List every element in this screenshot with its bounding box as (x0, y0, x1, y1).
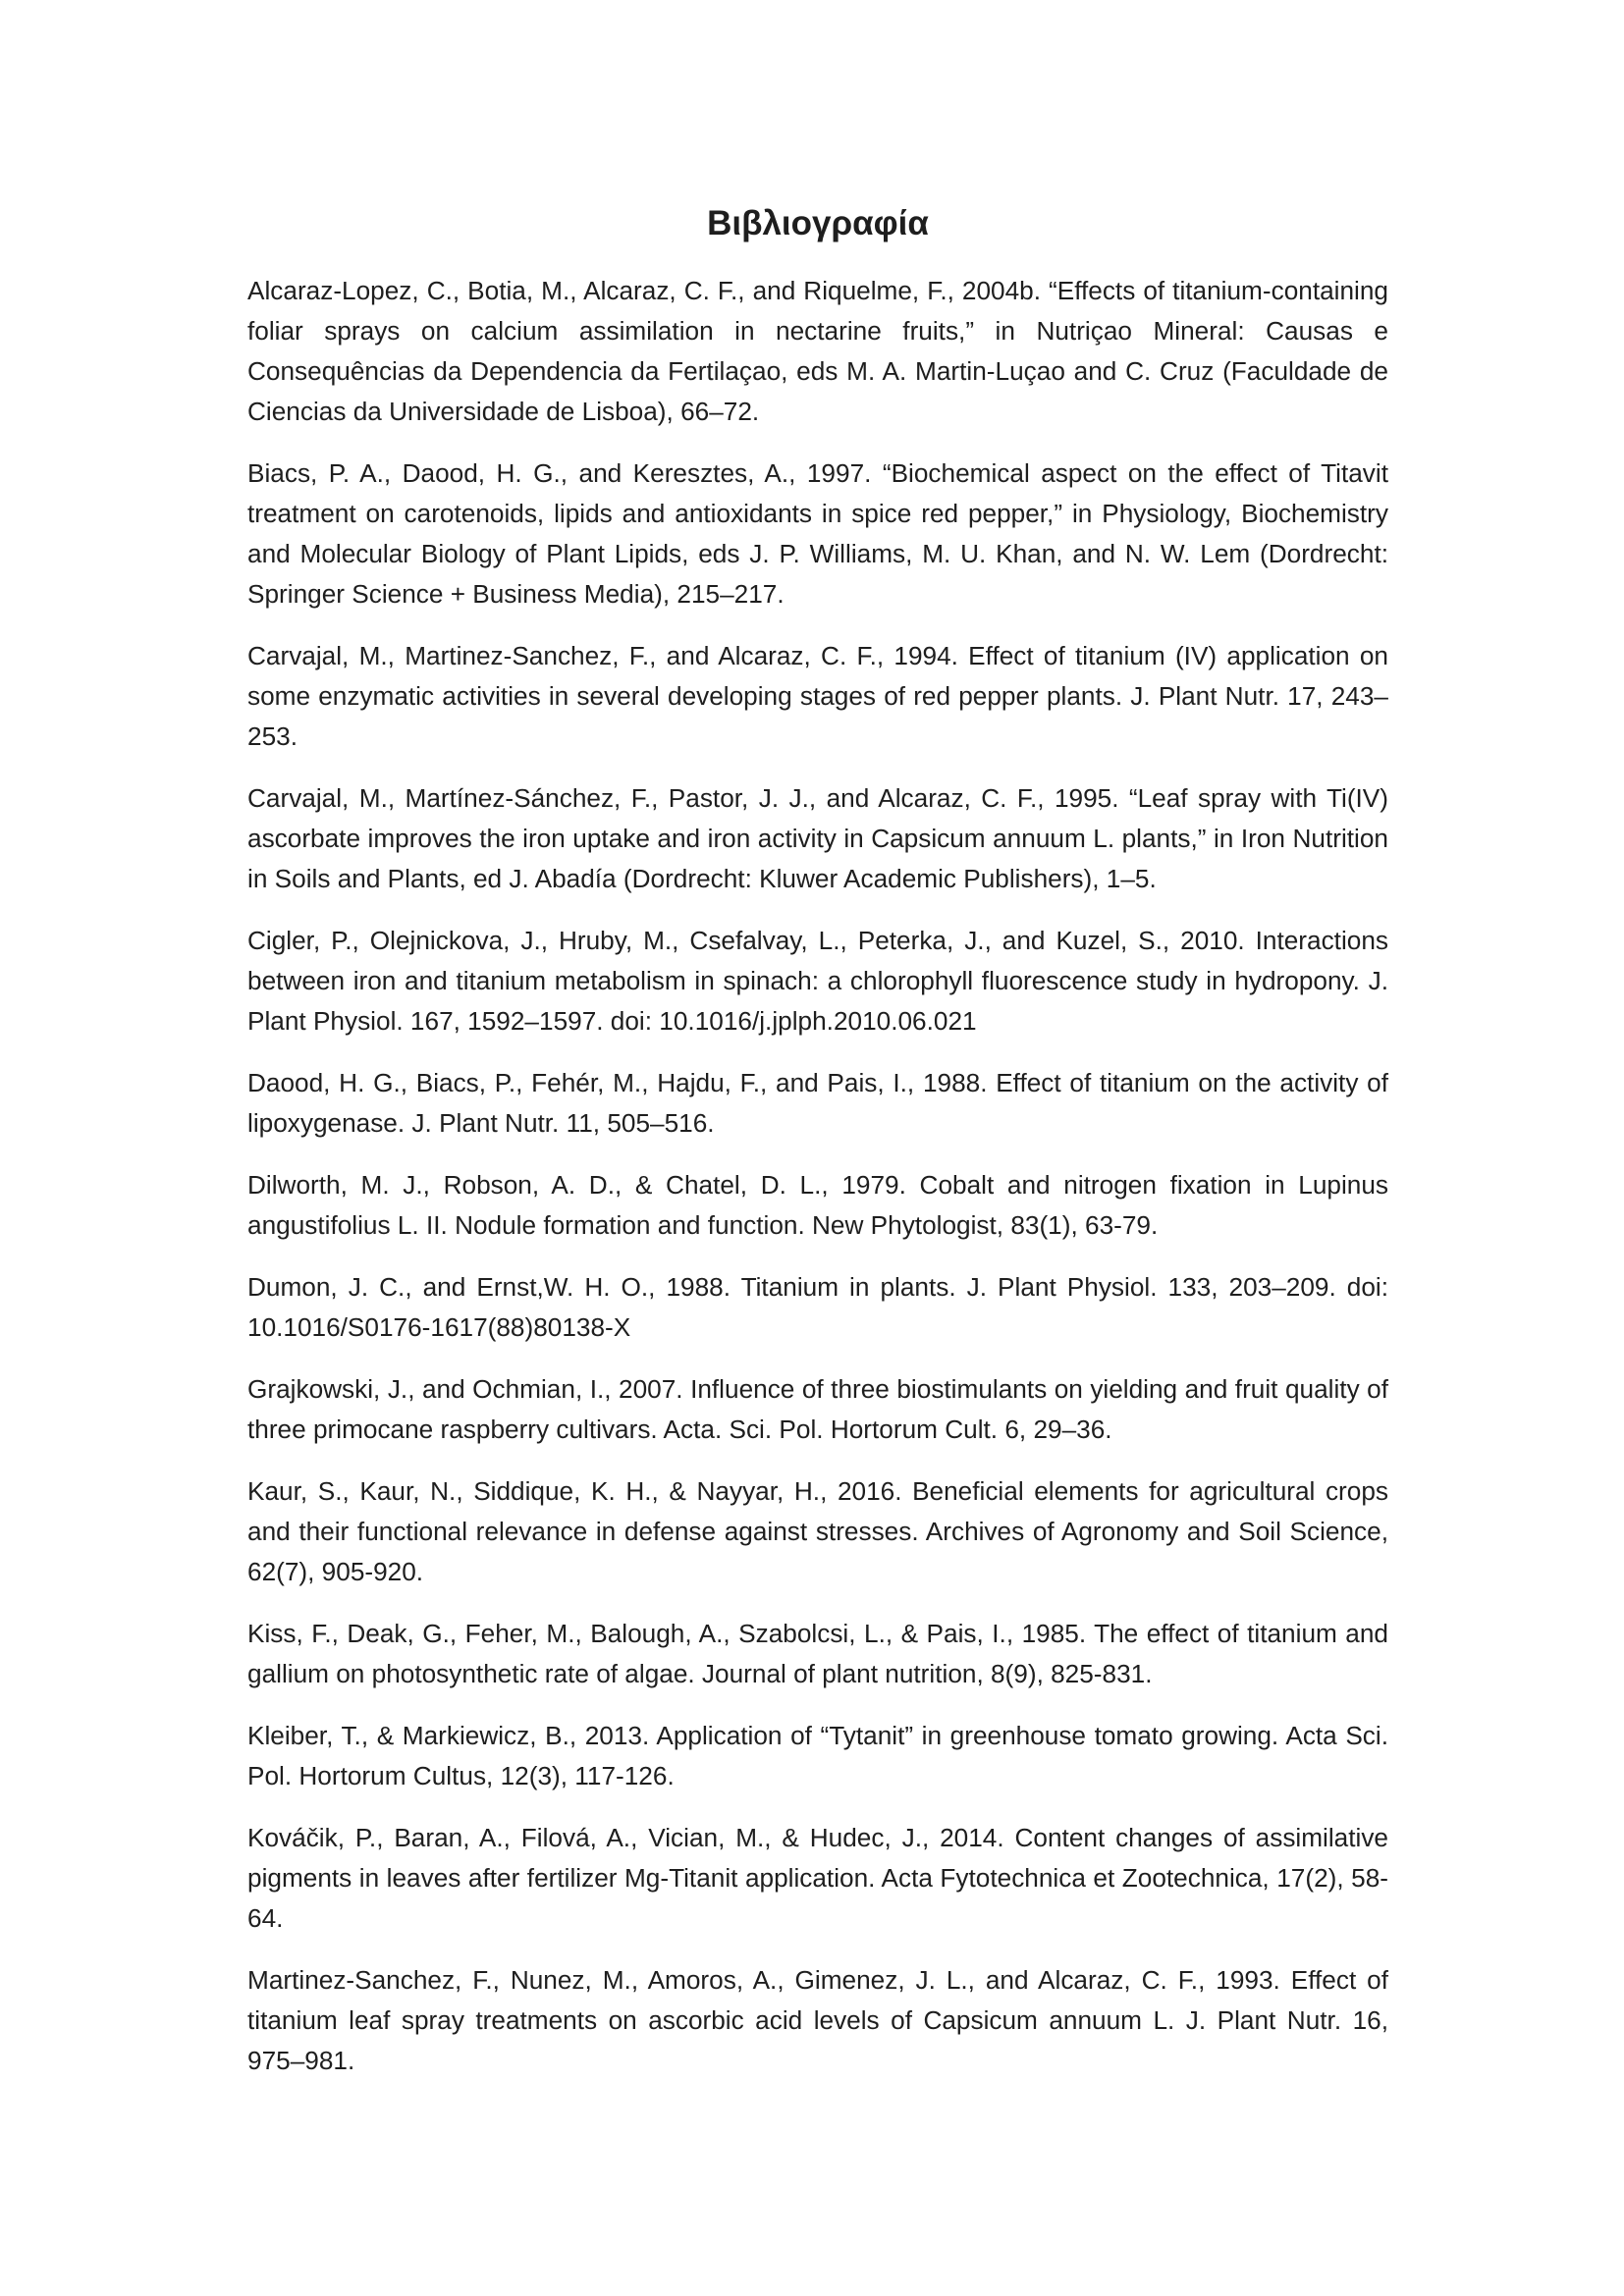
reference-item: Alcaraz-Lopez, C., Botia, M., Alcaraz, C. F., and Riquelme, F., 2004b. “Effects of titanium-containing foliar sprays on calcium assimilation in nectarine fruits,” in Nutriçao Mineral: Causas e Consequências da Dependencia da Fertilaçao, eds M. A. Martin-Luçao and C. Cruz (Faculdade de Ciencias da Universidade de Lisboa), 66–72. (247, 276, 1388, 426)
reference-item: Carvajal, M., Martínez-Sánchez, F., Pastor, J. J., and Alcaraz, C. F., 1995. “Leaf spray with Ti(IV) ascorbate improves the iron uptake and iron activity in Capsicum annuum L. plants,” in Iron Nutrition in Soils and Plants, ed J. Abadía (Dordrecht: Kluwer Academic Publishers), 1–5. (247, 783, 1388, 893)
reference-item: Carvajal, M., Martinez-Sanchez, F., and Alcaraz, C. F., 1994. Effect of titanium (IV) application on some enzymatic activities in several developing stages of red pepper plants. J. Plant Nutr. 17, 243–253. (247, 641, 1388, 751)
reference-item: Cigler, P., Olejnickova, J., Hruby, M., Csefalvay, L., Peterka, J., and Kuzel, S., 2010. Interactions between iron and titanium metabolism in spinach: a chlorophyll fluorescence study in hydropony. J. Plant Physiol. 167, 1592–1597. doi: 10.1016/j.jplph.2010.06.021 (247, 926, 1388, 1036)
reference-item: Grajkowski, J., and Ochmian, I., 2007. Influence of three biostimulants on yielding and fruit quality of three primocane raspberry cultivars. Acta. Sci. Pol. Hortorum Cult. 6, 29–36. (247, 1374, 1388, 1444)
reference-item: Kiss, F., Deak, G., Feher, M., Balough, A., Szabolcsi, L., & Pais, I., 1985. The effect of titanium and gallium on photosynthetic rate of algae. Journal of plant nutrition, 8(9), 825-831. (247, 1619, 1388, 1688)
reference-item: Kováčik, P., Baran, A., Filová, A., Vician, M., & Hudec, J., 2014. Content changes of assimilative pigments in leaves after fertilizer Mg-Titanit application. Acta Fytotechnica et Zootechnica, 17(2), 58-64. (247, 1823, 1388, 1933)
reference-item: Dilworth, M. J., Robson, A. D., & Chatel, D. L., 1979. Cobalt and nitrogen fixation in Lupinus angustifolius L. II. Nodule formation and function. New Phytologist, 83(1), 63-79. (247, 1170, 1388, 1240)
page-title: Βιβλιογραφία (707, 204, 929, 242)
reference-item: Daood, H. G., Biacs, P., Fehér, M., Hajdu, F., and Pais, I., 1988. Effect of titanium on the activity of lipoxygenase. J. Plant Nutr. 11, 505–516. (247, 1068, 1388, 1138)
document-page (247, 198, 1388, 2103)
reference-item: Biacs, P. A., Daood, H. G., and Keresztes, A., 1997. “Biochemical aspect on the effect of Titavit treatment on carotenoids, lipids and antioxidants in spice red pepper,” in Physiology, Biochemistry and Molecular Biology of Plant Lipids, eds J. P. Williams, M. U. Khan, and N. W. Lem (Dordrecht: Springer Science + Business Media), 215–217. (247, 458, 1388, 609)
reference-item: Dumon, J. C., and Ernst,W. H. O., 1988. Titanium in plants. J. Plant Physiol. 133, 203–209. doi: 10.1016/S0176-1617(88)80138-X (247, 1272, 1388, 1342)
reference-item: Kleiber, T., & Markiewicz, B., 2013. Application of “Tytanit” in greenhouse tomato growing. Acta Sci. Pol. Hortorum Cultus, 12(3), 117-126. (247, 1721, 1388, 1790)
reference-list (247, 271, 1388, 2081)
reference-item: Kaur, S., Kaur, N., Siddique, K. H., & Nayyar, H., 2016. Beneficial elements for agricultural crops and their functional relevance in defense against stresses. Archives of Agronomy and Soil Science, 62(7), 905-920. (247, 1476, 1388, 1586)
reference-item: Martinez-Sanchez, F., Nunez, M., Amoros, A., Gimenez, J. L., and Alcaraz, C. F., 1993. Effect of titanium leaf spray treatments on ascorbic acid levels of Capsicum annuum L. J. Plant Nutr. 16, 975–981. (247, 1965, 1388, 2075)
